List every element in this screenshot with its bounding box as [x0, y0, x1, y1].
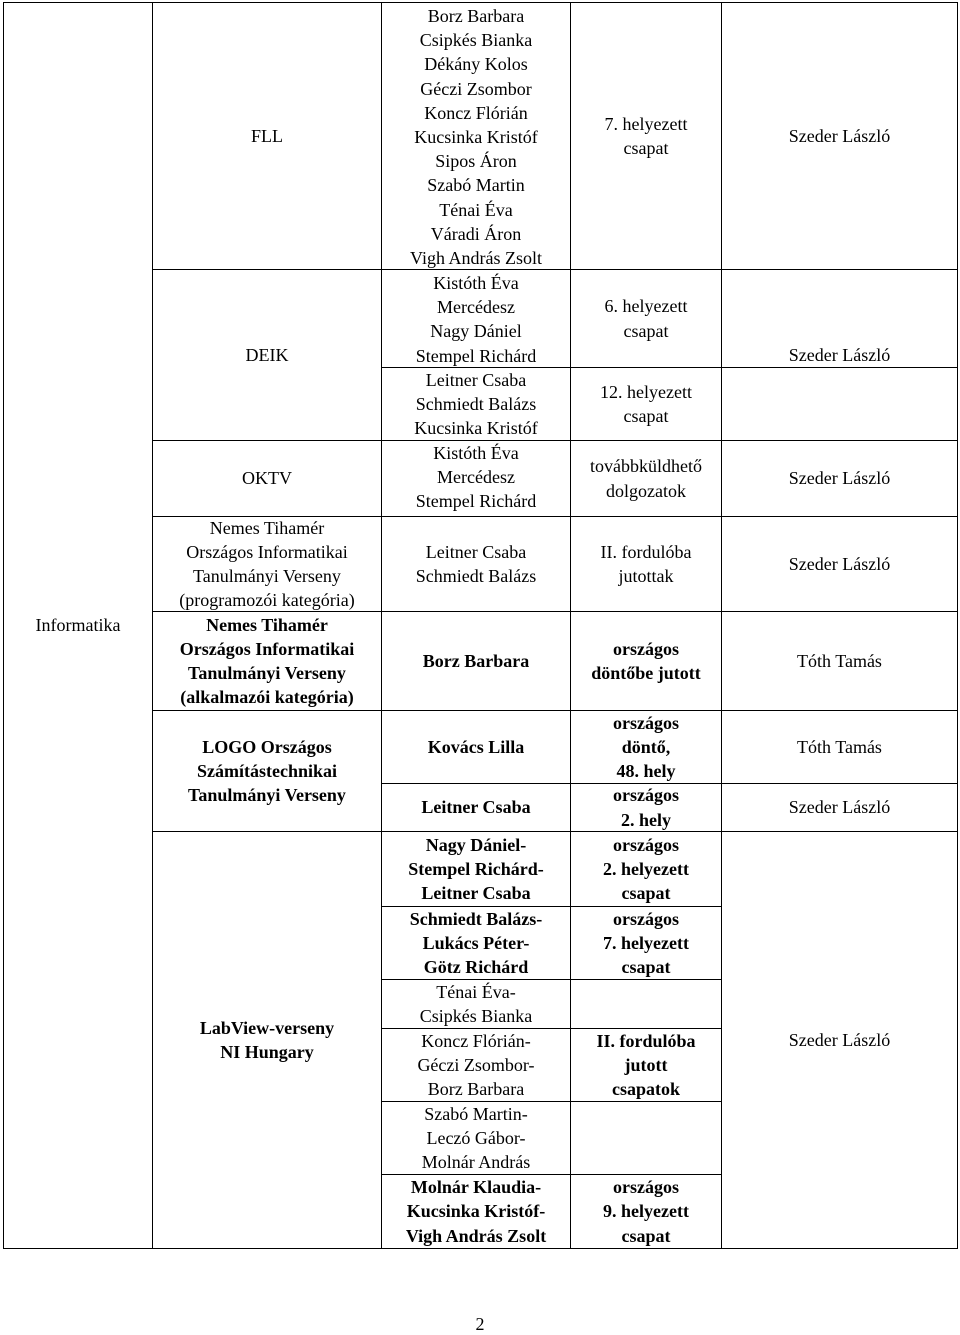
result-fll: [571, 3, 721, 269]
result-line: II. fordulóba: [596, 1030, 696, 1051]
result-line: döntőbe jutott: [591, 663, 701, 683]
result-line: 7. helyezett: [603, 932, 689, 953]
student-name: Sipos Áron: [435, 151, 517, 172]
teacher-name: Szeder László: [788, 344, 891, 365]
student-name: Lukács Péter-: [422, 932, 530, 953]
teacher-name: Szeder László: [788, 125, 891, 146]
competition-line: Országos Informatikai: [186, 541, 348, 562]
teacher-name: Szeder László: [788, 553, 891, 574]
student-name: Leitner Csaba: [425, 541, 527, 562]
teacher-oktv: [722, 441, 957, 516]
competition-line: Nemes Tihamér: [209, 517, 325, 538]
students-nt-alk: [382, 612, 570, 710]
result-line: országos: [613, 785, 679, 806]
student-name: Borz Barbara: [427, 6, 525, 26]
student-name: Stempel Richárd: [415, 345, 537, 366]
competition-deik: [153, 270, 381, 440]
result-line: csapat: [621, 883, 671, 904]
student-name: Nagy Dániel: [430, 321, 522, 342]
students-oktv: [382, 441, 570, 514]
result-line: dolgozatok: [606, 480, 686, 501]
competition-logo: [153, 711, 381, 831]
result-line: országos: [613, 834, 679, 855]
students-labview-4: [382, 1029, 570, 1101]
student-name: Kistóth Éva: [433, 273, 519, 293]
competition-labview: [153, 832, 381, 1248]
subject-label: Informatika: [35, 615, 121, 636]
teacher-logo-1: [722, 711, 957, 783]
student-name: Vigh András Zsolt: [405, 1225, 547, 1246]
competition-line: NI Hungary: [220, 1042, 314, 1062]
teacher-labview: [722, 832, 957, 1248]
students-logo-1: [382, 711, 570, 783]
competition-name: OKTV: [242, 468, 292, 489]
result-line: csapat: [623, 406, 669, 427]
result-labview-4: [571, 1175, 721, 1248]
result-line: országos: [613, 908, 679, 929]
competition-fll: [153, 3, 381, 269]
student-name: Leczó Gábor-: [426, 1127, 526, 1148]
result-nt-prog: [571, 517, 721, 611]
student-name: Váradi Áron: [430, 223, 522, 244]
student-name: Koncz Flórián: [424, 102, 528, 123]
result-line: csapatok: [611, 1079, 680, 1100]
student-name: Szabó Martin-: [424, 1103, 528, 1124]
teacher-logo-2: [722, 784, 957, 831]
student-name: Kucsinka Kristóf-: [406, 1201, 546, 1222]
result-line: csapat: [623, 320, 669, 341]
result-line: országos: [613, 1177, 679, 1198]
result-line: országos: [613, 712, 679, 733]
student-name: Ténai Éva-: [436, 981, 516, 1002]
result-labview-1: [571, 832, 721, 906]
result-labview-3: [571, 1029, 721, 1101]
student-name: Molnár András: [421, 1152, 531, 1173]
student-name: Mercédesz: [437, 467, 515, 488]
student-name: Stempel Richárd-: [408, 858, 544, 879]
students-fll: [382, 4, 570, 270]
student-name: Kucsinka Kristóf: [414, 418, 538, 439]
result-line: jutott: [624, 1054, 668, 1075]
result-oktv: [571, 441, 721, 516]
result-line: csapat: [621, 957, 671, 978]
result-line: 9. helyezett: [603, 1201, 689, 1222]
result-line: II. fordulóba: [600, 541, 692, 562]
grid-line: [957, 2, 958, 1249]
competition-nemes-tihamer-prog: [153, 517, 381, 611]
student-name: Kistóth Éva: [433, 443, 519, 463]
student-name: Koncz Flórián-: [421, 1030, 531, 1051]
competition-line: LabView-verseny: [199, 1017, 335, 1038]
result-labview-2: [571, 907, 721, 979]
student-name: Leitner Csaba: [425, 370, 527, 390]
competition-line: Számítástechnikai: [196, 760, 337, 781]
result-deik-2: [571, 380, 721, 428]
result-line: csapat: [621, 1225, 671, 1246]
student-name: Götz Richárd: [423, 957, 529, 978]
result-logo-2: [571, 784, 721, 831]
grid-line: [3, 1248, 958, 1249]
competition-line: (programozói kategória): [179, 590, 355, 611]
student-name: Géczi Zsombor: [420, 78, 532, 99]
result-line: 6. helyezett: [604, 296, 688, 317]
result-line: csapat: [623, 138, 669, 158]
result-line: 7. helyezett: [604, 113, 688, 134]
teacher-name: Szeder László: [788, 468, 891, 489]
students-nt-prog: [382, 517, 570, 611]
students-labview-2: [382, 907, 570, 979]
student-name: Dékány Kolos: [424, 54, 528, 75]
result-deik-1: [571, 270, 721, 367]
competition-line: Tanulmányi Verseny: [188, 785, 346, 806]
subject-cell: [4, 3, 152, 1248]
competition-line: Tanulmányi Verseny: [188, 663, 346, 683]
students-deik-2: [382, 368, 570, 441]
result-line: 2. hely: [620, 809, 671, 830]
competition-oktv: [153, 441, 381, 516]
student-name: Schmiedt Balázs-: [409, 908, 543, 929]
student-name: Csipkés Bianka: [419, 1006, 533, 1026]
teacher-nt-alk: [722, 612, 957, 710]
result-line: országos: [613, 638, 679, 659]
students-deik-1: [382, 271, 570, 368]
teacher-name: Szeder László: [788, 1029, 891, 1050]
teacher-name: Szeder László: [788, 797, 891, 818]
student-name: Ténai Éva: [439, 199, 513, 220]
result-line: 12. helyezett: [600, 382, 692, 402]
student-name: Szabó Martin: [427, 175, 525, 196]
competition-line: Nemes Tihamér: [206, 614, 328, 635]
student-name: Nagy Dániel-: [425, 834, 527, 855]
students-labview-5: [382, 1102, 570, 1174]
student-name: Leitner Csaba: [421, 883, 531, 904]
student-name: Schmiedt Balázs: [415, 566, 537, 586]
result-line: jutottak: [618, 566, 674, 586]
students-labview-3: [382, 980, 570, 1028]
competition-name: DEIK: [245, 344, 289, 365]
students-labview-1: [382, 832, 570, 906]
page-number: 2: [475, 1314, 485, 1334]
teacher-deik: [722, 270, 957, 440]
result-logo-1: [571, 711, 721, 783]
teacher-name: Tóth Tamás: [797, 650, 882, 671]
teacher-nt-prog: [722, 517, 957, 611]
student-name: Kucsinka Kristóf: [414, 127, 538, 148]
student-name: Kovács Lilla: [427, 736, 525, 757]
student-name: Leitner Csaba: [421, 797, 531, 818]
result-line: 48. hely: [616, 761, 676, 782]
students-logo-2: [382, 784, 570, 831]
student-name: Mercédesz: [437, 297, 515, 318]
student-name: Molnár Klaudia-: [410, 1177, 542, 1198]
competition-line: Tanulmányi Verseny: [193, 566, 341, 586]
teacher-fll: [722, 3, 957, 269]
competition-line: (alkalmazói kategória): [180, 687, 354, 708]
teacher-name: Tóth Tamás: [797, 736, 882, 757]
student-name: Géczi Zsombor-: [417, 1054, 535, 1075]
result-line: 2. helyezett: [603, 858, 689, 879]
result-line: továbbküldhető: [590, 456, 702, 477]
competition-nemes-tihamer-alk: [153, 612, 381, 710]
student-name: Borz Barbara: [422, 650, 530, 671]
result-line: döntő,: [621, 736, 671, 757]
student-name: Schmiedt Balázs: [415, 394, 537, 415]
student-name: Csipkés Bianka: [419, 30, 533, 51]
competition-line: Országos Informatikai: [179, 638, 355, 659]
competition-name: FLL: [250, 125, 283, 146]
result-nt-alk: [571, 612, 721, 710]
competition-line: LOGO Országos: [202, 736, 332, 757]
students-labview-6: [382, 1175, 570, 1248]
student-name: Stempel Richárd: [415, 491, 537, 512]
student-name: Borz Barbara: [427, 1079, 525, 1100]
student-name: Vigh András Zsolt: [410, 248, 542, 269]
